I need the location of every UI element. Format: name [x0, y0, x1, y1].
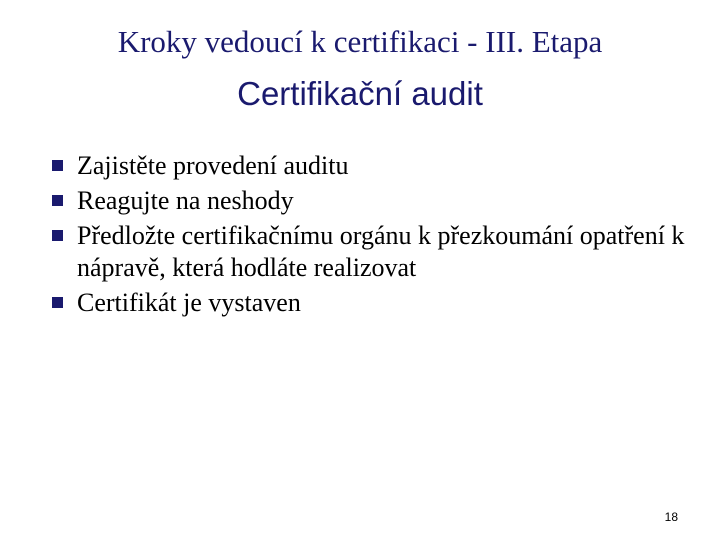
square-bullet-icon: [52, 160, 63, 171]
page-number: 18: [664, 510, 678, 524]
title-line-1: Kroky vedoucí k certifikaci - III. Etapa: [117, 24, 603, 59]
square-bullet-icon: [52, 230, 63, 241]
bullet-list: [52, 150, 692, 322]
square-bullet-icon: [52, 195, 63, 206]
square-bullet-icon: [52, 297, 63, 308]
bullet-item: [52, 150, 692, 182]
title-line-2: Certifikační audit: [237, 75, 483, 112]
bullet-item: [52, 220, 692, 284]
bullet-text: Zajistěte provedení auditu: [77, 151, 349, 180]
slide-title: [0, 20, 720, 118]
bullet-text: Reagujte na neshody: [77, 186, 294, 215]
bullet-text: Předložte certifikačnímu orgánu k přezkoumání opatření k nápravě, která hodláte realizovat: [77, 221, 685, 282]
bullet-item: [52, 185, 692, 217]
bullet-item: [52, 287, 692, 319]
bullet-text: Certifikát je vystaven: [77, 288, 301, 317]
